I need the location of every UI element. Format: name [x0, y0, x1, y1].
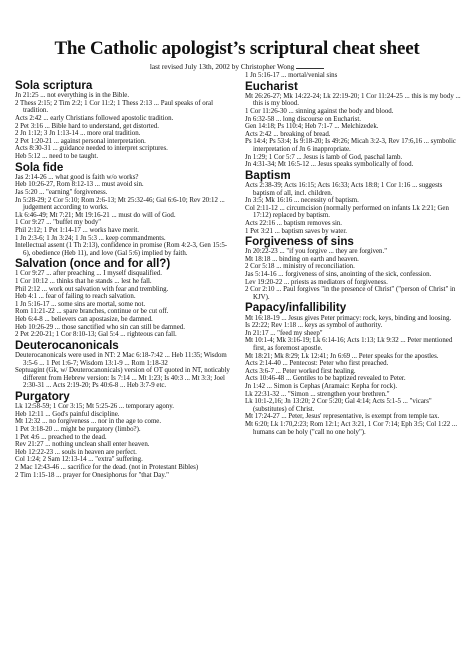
scripture-entry: Is 22:22; Rev 1:18 ... keys as symbol of authority. — [245, 322, 383, 330]
page-title: The Catholic apologist’s scriptural cheat sheet — [54, 38, 420, 59]
scripture-entry: Acts 22:16 ... baptism removes sin. — [245, 219, 343, 227]
scripture-entry: 1 Cor 9:27 ... after preaching ... I myself disqualified. — [15, 270, 162, 278]
section-heading: Deuterocanonicals — [15, 338, 119, 352]
section-heading: Salvation (once and for all?) — [15, 257, 171, 271]
scripture-entry: Deuterocanonicals were used in NT: 2 Mac 6:18-7:42 ... Heb 11:35; Wisdom 3:5-6 ... 1 Pet 1:6-7; Wisdom 13:1-9 ... Rom 1:18-32 — [15, 352, 227, 367]
scripture-entry: Heb 6:4-8 ... believers can apostasize, be damned. — [15, 316, 153, 324]
scripture-entry: Lk 12:58-59; 1 Cor 3:15; Mt 5:25-26 ... temporary agony. — [15, 403, 174, 411]
scripture-entry: Heb 12:11 ... God's painful discipline. — [15, 410, 120, 418]
scripture-entry: Jn 21:17 ... "feed my sheep" — [245, 329, 323, 337]
scripture-entry: Heb 5:12 ... need to be taught. — [15, 152, 99, 160]
scripture-entry: 2 Mac 12:43-46 ... sacrifice for the dead. (not in Protestant Bibles) — [15, 463, 199, 471]
scripture-entry: Heb 12:22-23 ... souls in heaven are perfect. — [15, 448, 137, 456]
section-sola-fide — [15, 161, 231, 258]
scripture-entry: 2 Cor 5:18 ... ministry of reconciliation. — [245, 263, 355, 271]
section-heading: Sola scriptura — [15, 79, 93, 92]
scripture-entry: Mt 16:18-19 ... Jesus gives Peter primacy: rock, keys, binding and loosing. — [245, 314, 452, 322]
scripture-entry: Jn 5:28-29; 2 Cor 5:10; Rom 2:6-13; Mt 25:32-46; Gal 6:6-10; Rev 20:12 ... judgement according to works. — [15, 196, 225, 212]
scripture-entry: Lk 6:46-49; Mt 7:21; Mt 19:16-21 ... must do will of God. — [15, 211, 176, 219]
scripture-entry: Mt 26:26-27; Mk 14:22-24; Lk 22:19-20; 1 Cor 11:24-25 ... this is my body ... this is my blood. — [245, 92, 461, 108]
scripture-entry: Jas 5:14-16 ... forgiveness of sins, anointing of the sick, confession. — [245, 271, 432, 279]
scripture-entry: Mt 17:24-27 ... Peter, Jesus' representative, is exempt from temple tax. — [245, 413, 440, 421]
scripture-entry: 1 Cor 9:27 ... "buffet my body" — [15, 219, 102, 227]
scripture-entry: Heb 4:1 ... fear of failing to reach salvation. — [15, 293, 136, 301]
scripture-entry: Lk 10:1-2,16; Jn 13:20; 2 Cor 5:20; Gal 4:14; Acts 5:1-5 ... "vicars" (substitutes) of Christ. — [245, 398, 432, 413]
scripture-entry: Acts 2:42 ... early Christians followed apostolic tradition. — [15, 114, 174, 122]
scripture-entry: Lev 19:20-22 ... priests as mediators of forgiveness. — [245, 278, 388, 286]
scripture-entry: Acts 8:30-31 ... guidance needed to interpret scriptures. — [15, 145, 168, 153]
scripture-entry: Mt 18:18 ... binding on earth and heaven. — [245, 255, 359, 263]
scripture-entry: Jn 6:32-58 ... long discourse on Eucharist. — [245, 115, 361, 123]
scripture-entry: Col 2:11-12 ... circumcision (normally performed on infants Lk 2:21; Gen 17:12) replaced by baptism. — [245, 204, 449, 220]
section-papacy-infallibility — [245, 301, 461, 436]
scripture-entry: Jn 3:5; Mk 16:16 ... necessity of baptism. — [245, 197, 359, 205]
scripture-entry: Acts 2:14-40 ... Pentecost: Peter who first preached. — [245, 360, 389, 368]
scripture-entry: 1 Pet 3:21 ... baptism saves by water. — [245, 227, 348, 235]
subtitle-text: last revised July 13th, 2002 by Christopher Wong — [149, 62, 295, 71]
scripture-entry: 1 Pet 3:18-20 ... might be purgatory (limbo?). — [15, 425, 141, 433]
scripture-entry: Jn 4:31-34; Mt 16:5-12 ... Jesus speaks symbolically of food. — [245, 161, 414, 169]
scripture-entry: Acts 2:42 ... breaking of bread. — [245, 130, 331, 138]
scripture-entry: 1 Jn 5:16-17 ... some sins are mortal, some not. — [15, 300, 146, 308]
section-heading: Forgiveness of sins — [245, 235, 354, 249]
scripture-entry: 2 Cor 2:10 ... Paul forgives "in the presence of Christ" ("person of Christ" in KJV). — [245, 286, 456, 301]
scripture-entry: Jn 1:29; 1 Cor 5:7 ... Jesus is lamb of God, paschal lamb. — [245, 153, 403, 161]
scripture-entry: 2 Pet 1:20-21 ... against personal interpretation. — [15, 137, 146, 145]
author-email-link[interactable] — [296, 61, 324, 69]
section-heading: Eucharist — [245, 79, 298, 93]
page-subtitle — [0, 61, 474, 71]
scripture-entry: 2 Pet 3:16 ... Bible hard to understand, get distorted. — [15, 122, 159, 130]
scripture-entry: Phil 2:12; 1 Pet 1:14-17 ... works have merit. — [15, 226, 140, 234]
section-forgiveness-of-sins — [245, 235, 461, 301]
right-column — [245, 72, 461, 436]
section-heading: Sola fide — [15, 160, 64, 174]
scripture-entry: Phil 2:12 ... work out salvation with fear and trembling. — [15, 285, 169, 293]
scripture-entry: Jas 5:20 ... "earning" forgiveness. — [15, 188, 108, 196]
scripture-entry: Intellectual assent (1 Th 2:13), confidence in promise (Rom 4:2-3, Gen 15:5-6), obedience (Heb 11), and love (Gal 5:6) implied by faith. — [15, 242, 228, 257]
scripture-entry: 1 Cor 10:12 ... thinks that he stands ... lest he fall. — [15, 278, 152, 286]
scripture-entry: Acts 10:46-48 ... Gentiles to be baptized revealed to Peter. — [245, 375, 406, 383]
scripture-entry: 1 Jn 5:16-17 ... mortal/venial sins — [245, 72, 338, 79]
scripture-entry: Septuagint (Gk, w/ Deuterocanonicals) version of OT quoted in NT, noticably different from Hebrew version: Is 7:14 ... Mt 1:23; Is 40:3 ... Mt 3:3; Joel 2:30-31 ... Acts 2:19-20; Ps 40:6-8 ... Heb 3:7-9 etc. — [15, 367, 230, 390]
section-heading: Papacy/infallibility — [245, 301, 347, 315]
scripture-entry: Jas 2:14-26 ... what good is faith w/o works? — [15, 173, 139, 181]
scripture-entry: Lk 22:31-32 ... "Simon ... strengthen your brethren." — [245, 390, 390, 398]
scripture-entry: Mt 6:20; Lk 1:70,2:23; Rom 12:1; Act 3:21, 1 Cor 7:14; Eph 3:5; Col 1:22 ... humans can be holy ("call no one holy"). — [245, 420, 458, 436]
scripture-entry: Mt 10:1-4; Mk 3:16-19; Lk 6:14-16; Acts 1:13; Lk 9:32 ... Peter mentioned first, as foremost apostle. — [245, 337, 453, 353]
scripture-entry: Mt 12:32 ... no forgiveness ... nor in the age to come. — [15, 418, 162, 426]
scripture-entry: Heb 10:26-27, Rom 8:12-13 ... must avoid sin. — [15, 181, 144, 189]
scripture-entry: Heb 10:26-29 ... those sanctified who sin can still be damned. — [15, 323, 185, 331]
section-baptism — [245, 169, 461, 235]
scripture-entry: Rev 21:27 ... nothing unclean shall enter heaven. — [15, 441, 150, 449]
scripture-entry: Jn 21:25 ... not everything is in the Bible. — [15, 92, 130, 100]
scripture-entry: Jn 1:42 ... Simon is Cephas (Aramaic: Kepha for rock). — [245, 383, 398, 390]
scripture-entry: 2 Thess 2:15; 2 Tim 2:2; 1 Cor 11:2; 1 Thess 2:13 ... Paul speaks of oral tradition. — [15, 99, 213, 115]
section-eucharist — [245, 80, 461, 169]
scripture-entry: 1 Pet 4:6 ... preached to the dead. — [15, 433, 107, 441]
scripture-entry: Rom 11:21-22 ... spare branches, continue or be cut off. — [15, 308, 169, 316]
section-heading: Baptism — [245, 168, 291, 182]
scripture-entry: Jn 20:22-23 ... "if you forgive ... they are forgiven." — [245, 248, 388, 256]
section-purgatory — [15, 390, 231, 479]
scripture-entry: 2 Tim 1:15-18 ... prayer for Onesiphorus for "that Day." — [15, 471, 169, 479]
section-heading: Purgatory — [15, 390, 70, 403]
scripture-entry: Col 1:24; 2 Sam 12:13-14 ... "extra" suffering. — [15, 456, 143, 464]
scripture-entry: 2 Pet 2:20-21; 1 Cor 8:10-13; Gal 5:4 ... righteous can fall. — [15, 331, 177, 339]
left-column — [15, 79, 231, 479]
section-sola-scriptura — [15, 79, 231, 161]
scripture-entry: 2 Jn 1:12; 3 Jn 1:13-14 ... more oral tradition. — [15, 130, 141, 138]
scripture-entry: Gen 14:18; Ps 110:4; Heb 7:1-7 ... Melchizedek. — [245, 123, 379, 131]
scripture-entry: Mt 18:21; Mk 8:29; Lk 12:41; Jn 6:69 ... Peter speaks for the apostles. — [245, 352, 439, 360]
section-salvation-once-and-for-all — [15, 257, 231, 339]
scripture-entry: 1 Jn 2:3-6; 1 Jn 3:24; 1 Jn 5:3 ... keep commandments. — [15, 234, 166, 242]
scripture-entry: 1 Cor 11:26-30 ... sinning against the body and blood. — [245, 107, 394, 115]
section-deuterocanonicals — [15, 339, 231, 390]
scripture-entry: Ps 14:4; Ps 53:4; Is 9:18-20; Is 49:26; Micah 3:2-3, Rev 17:6,16 ... symbolic interpretation of Jn 6 inappropriate. — [245, 138, 456, 153]
scripture-entry: Acts 3:6-7 ... Peter worked first healing. — [245, 367, 356, 375]
scripture-entry: Acts 2:38-39; Acts 16:15; Acts 16:33; Acts 18:8; 1 Cor 1:16 ... suggests baptism of all, incl. children. — [245, 181, 443, 197]
section-continued — [245, 72, 461, 80]
